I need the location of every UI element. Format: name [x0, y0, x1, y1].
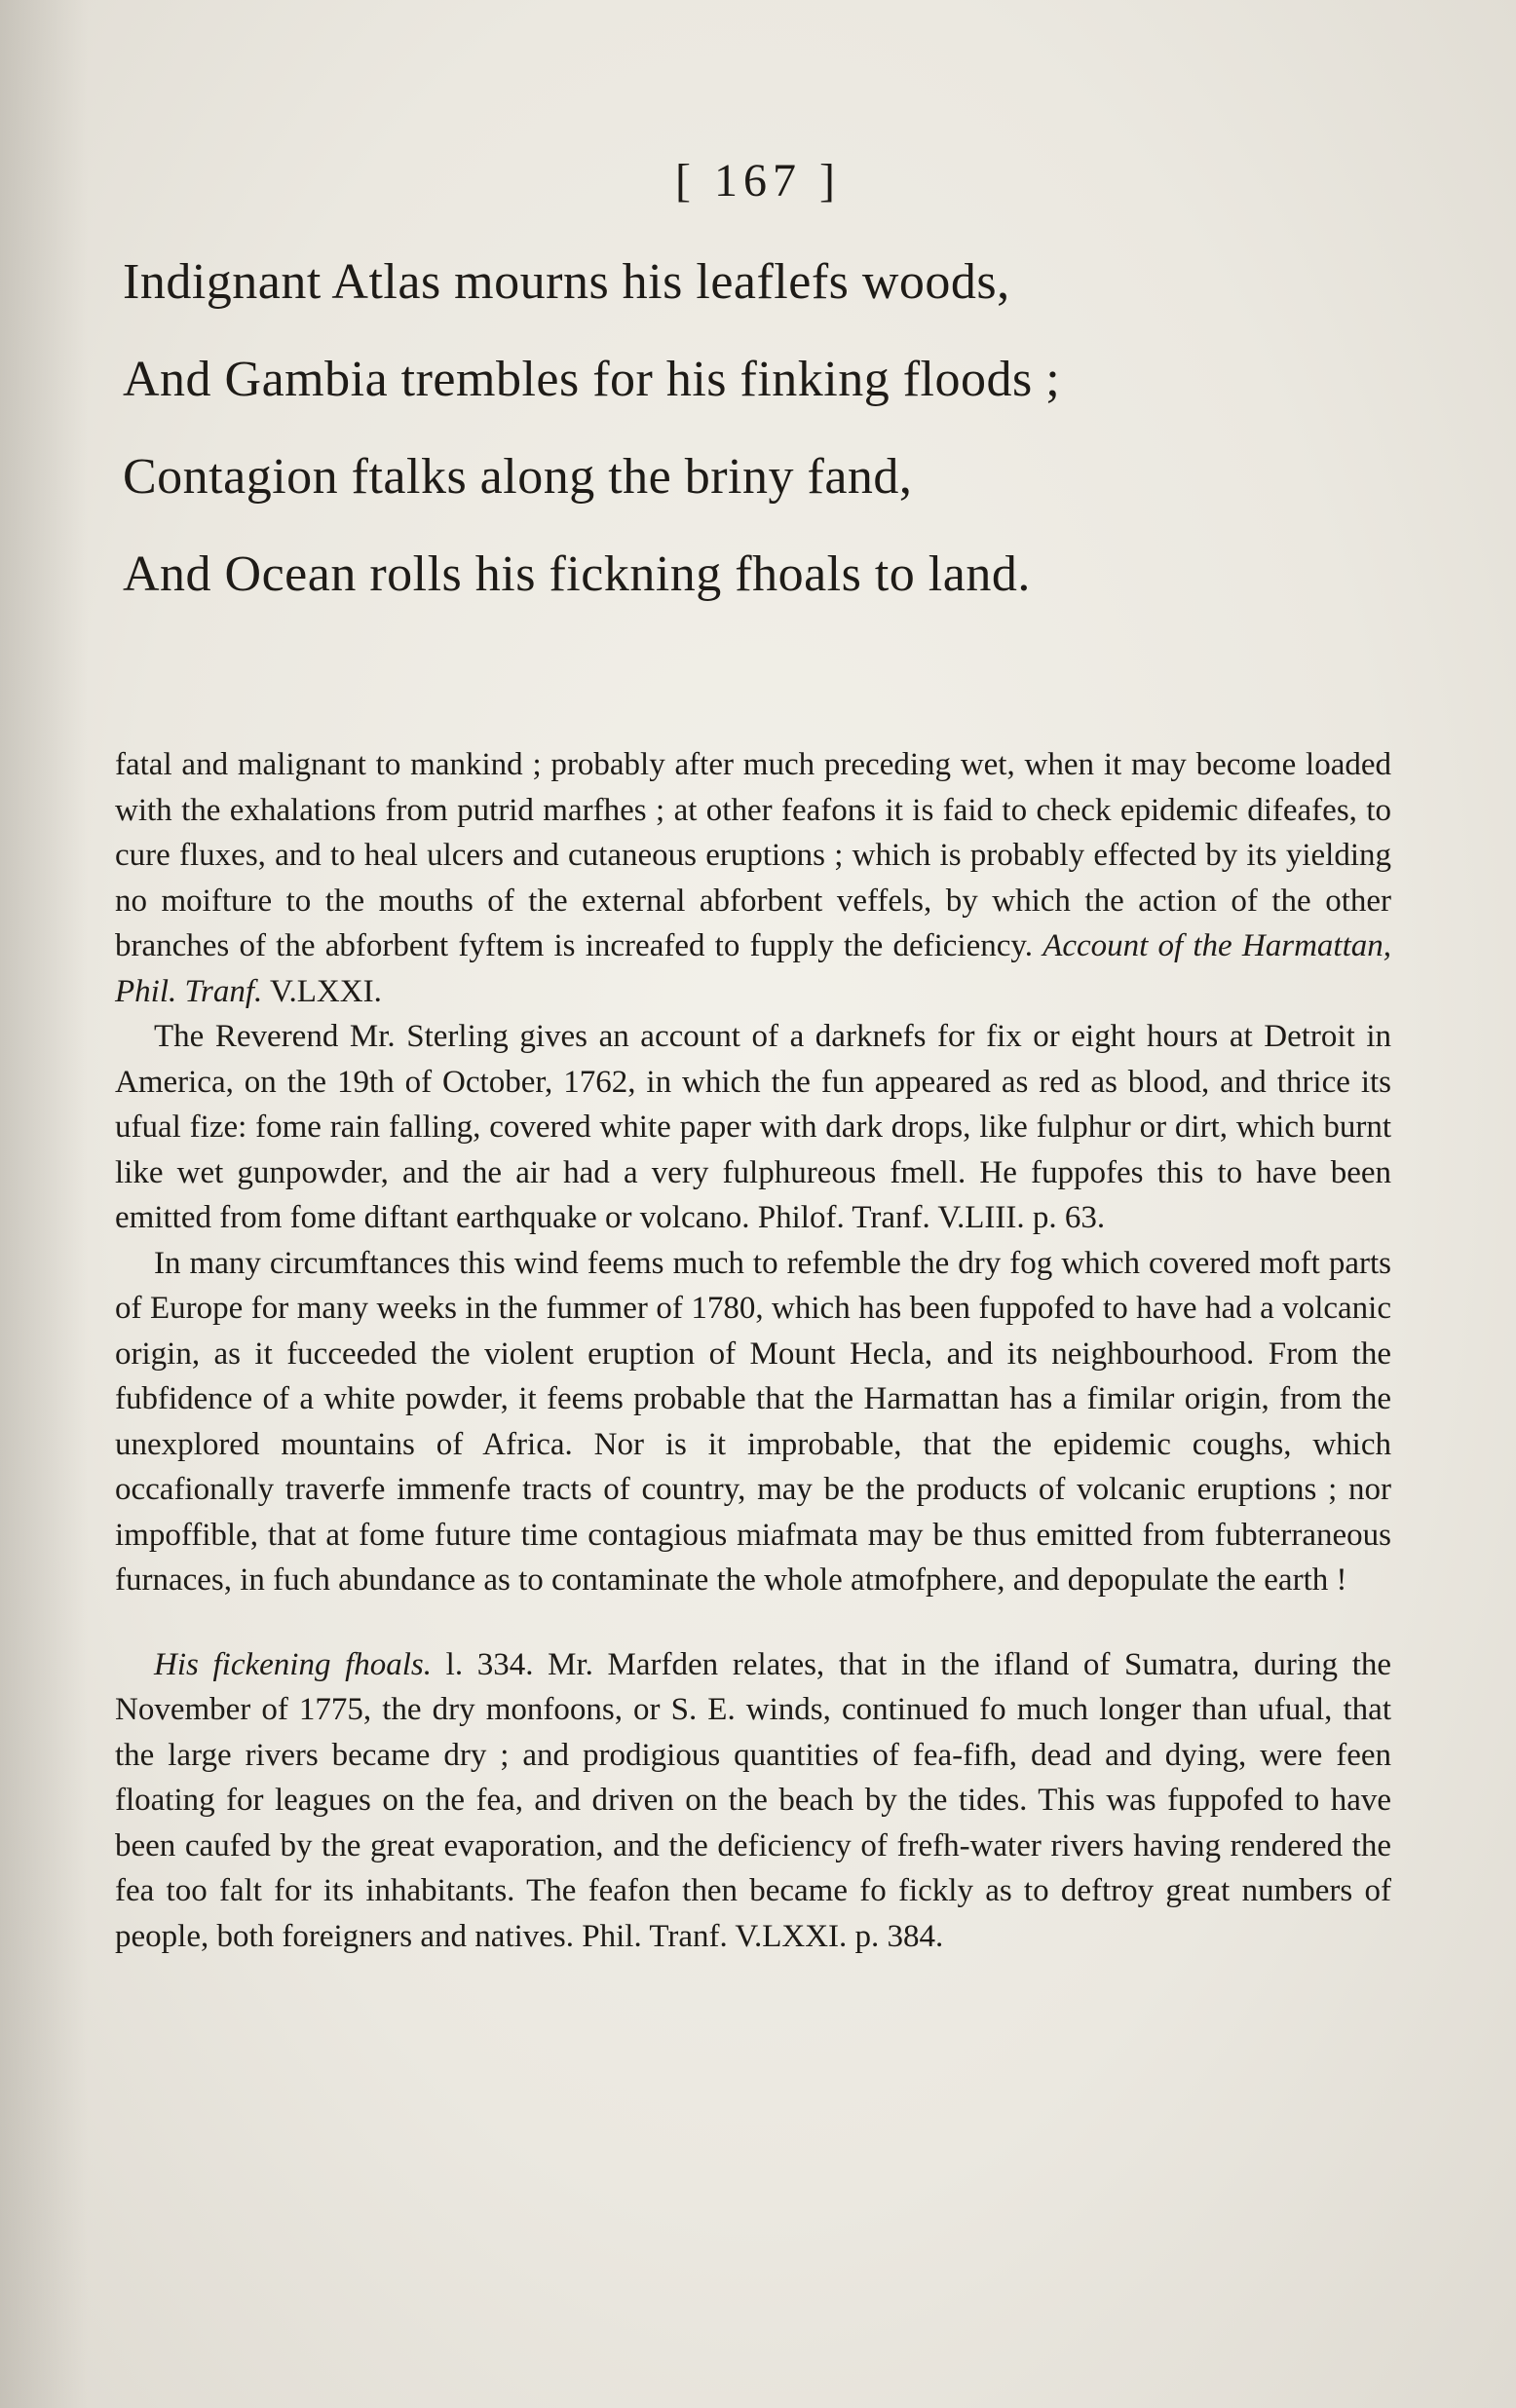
note-sterling: The Reverend Mr. Sterling gives an account of a darknefs for fix or eight hours at Detroit in America, on the 19th of October, 1762, in which the fun appeared as red as blood, and thrice its ufual fize: fome rain falling, covered white paper with dark drops, like fulphur or dirt, which burnt like wet gunpowder, and the air had a very fulphureous fmell. He fuppofes this to have been emitted from fome diftant earthquake or volcano. Philof. Tranf. V.LIII. p. 63. [115, 1019, 1391, 1235]
note-text: l. 334. Mr. Marfden relates, that in the ifland of Sumatra, during the November of 1775, the dry monfoons, or S. E. winds, continued fo much longer than ufual, that the large rivers became dry ; and prodigious quantities of fea-fifh, dead and dying, were feen floating for leagues on the fea, and driven on the beach by the tides. This was fuppofed to have been caufed by the great evaporation, and the deficiency of frefh-water rivers having rendered the fea too falt for its inhabitants. The feafon then became fo fickly as to deftroy great numbers of people, both foreigners and natives. Phil. Tranf. V.LXXI. p. 384. [115, 1646, 1392, 1954]
note-citation: Account of the Harmattan, Phil. Tranf. [115, 928, 1392, 1009]
note-sickening-shoals [115, 1642, 1391, 1960]
poem-line: Contagion ftalks along the briny fand, [123, 449, 913, 505]
page-number: [ 167 ] [675, 155, 841, 207]
poem-line: And Gambia trembles for his finking floods ; [123, 352, 1061, 407]
poem-line: Indignant Atlas mourns his leaflefs woods, [123, 254, 1010, 310]
note-citation-volume: V.LXXI. [262, 973, 382, 1009]
footnotes [115, 742, 1391, 1959]
poem-stanza [123, 234, 1389, 623]
note-dry-fog: In many circumftances this wind feems much to refemble the dry fog which covered moft parts of Europe for many weeks in the fummer of 1780, which has been fuppofed to have had a volcanic origin, as it fucceeded the violent eruption of Mount Hecla, and its neighbourhood. From the fubfidence of a white powder, it feems probable that the Harmattan has a fimilar origin, from the unexplored mountains of Africa. Nor is it improbable, that the epidemic coughs, which occafionally traverfe immenfe tracts of country, may be the products of volcanic eruptions ; nor impoffible, that at fome future time contagious miafmata may be thus emitted from fubterraneous furnaces, in fuch abundance as to contaminate the whole atmofphere, and depopulate the earth ! [115, 1245, 1391, 1598]
note-text: fatal and malignant to mankind ; probably after much preceding wet, when it may become loaded with the exhalations from putrid marfhes ; at other feafons it is faid to check epidemic difeafes, to cure fluxes, and to heal ulcers and cutaneous eruptions ; which is probably effected by its yielding no moifture to the mouths of the external abforbent veffels, by which the action of the other branches of the abforbent fyftem is increafed to fupply the deficiency. [115, 747, 1391, 963]
poem-line: And Ocean rolls his fickning fhoals to land. [123, 546, 1031, 602]
note-harmattan-continued [115, 742, 1391, 1014]
note-heading: His fickening fhoals. [154, 1646, 433, 1682]
binding-shadow [0, 0, 88, 2408]
